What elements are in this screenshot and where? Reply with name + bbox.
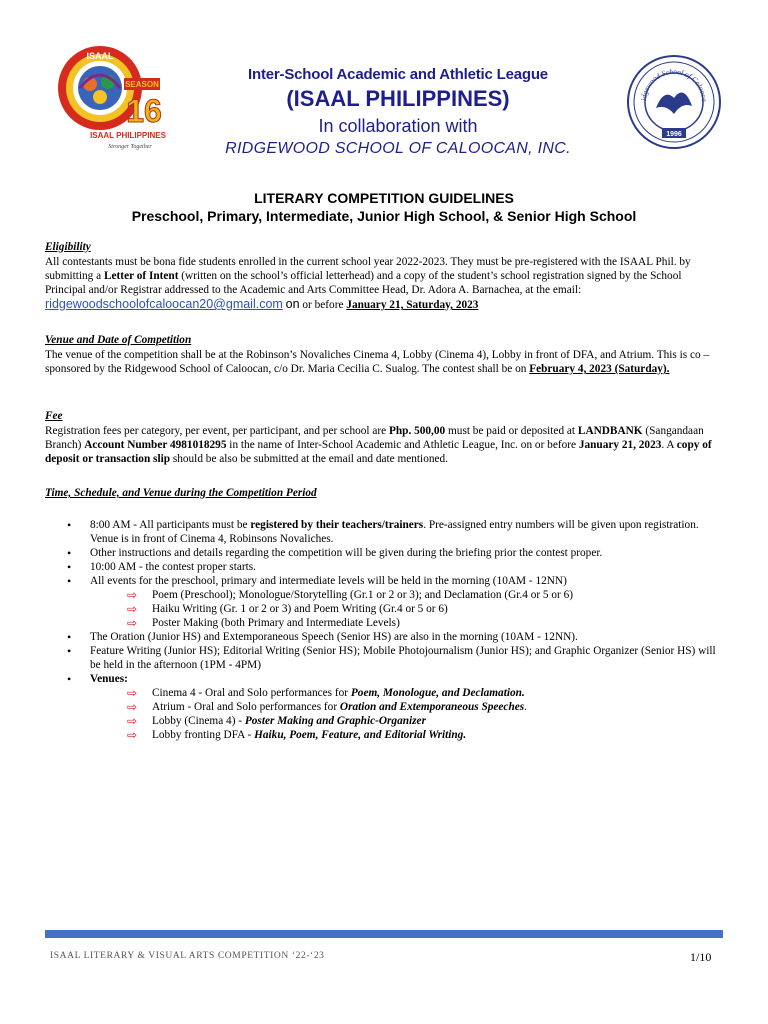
eligibility-text-2: (written on the school’s official letterhead) and a copy of the student’s school registration signed by the School Principal and/or Registrar addressed to the Academic and Arts Committee Head, Dr. Adora A. Barnachea, at the email: — [45, 270, 682, 296]
league-name: Inter-School Academic and Athletic League — [248, 66, 548, 83]
season-number: 16 — [126, 93, 162, 129]
page-subtitle: Preschool, Primary, Intermediate, Junior High School, & Senior High School — [131, 208, 637, 224]
double-arrow-right-icon: ⇨ — [127, 714, 138, 728]
eligibility-section — [45, 240, 725, 312]
schedule-item-5-text: The Oration (Junior HS) and Extemporaneous Speech (Senior HS) are also in the morning (10AM - 12NN). — [90, 631, 578, 643]
sub-list-item — [90, 700, 725, 714]
sub-item-text: Haiku Writing (Gr. 1 or 2 or 3) and Poem Writing (Gr.4 or 5 or 6) — [152, 603, 448, 615]
eligibility-text-1: All contestants must be bona fide students enrolled in the current school year 2022-2023. They must be pre-registered with the ISAAL Phil. by submitting a — [45, 256, 691, 282]
isaal-logo — [50, 42, 170, 154]
fee-heading: Fee — [45, 410, 63, 422]
list-item — [45, 546, 725, 560]
schedule-item-3-text: 10:00 AM - the contest proper starts. — [90, 561, 256, 573]
schedule-item-1-text: 8:00 AM - All participants must be — [90, 519, 251, 531]
eligibility-text — [45, 255, 725, 312]
collaboration-line: In collaboration with — [318, 116, 478, 136]
seal-ring-text: idgewood School of Calooca — [639, 66, 710, 102]
list-item — [45, 672, 725, 742]
host-school-name: RIDGEWOOD SCHOOL OF CALOOCAN, INC. — [225, 140, 571, 157]
fee-text-3: (Sangandaan Branch) — [45, 425, 704, 451]
on-word: on — [285, 297, 300, 311]
footer-divider — [45, 930, 723, 938]
fee-text — [45, 424, 725, 466]
double-arrow-right-icon: ⇨ — [127, 588, 138, 602]
double-arrow-right-icon: ⇨ — [127, 728, 138, 742]
fee-text-2: must be paid or deposited at — [445, 425, 578, 437]
league-short-name: (ISAAL PHILIPPINES) — [286, 86, 510, 111]
isaal-brand-text: ISAAL PHILIPPINES — [90, 131, 166, 140]
page-number: 1/10 — [690, 950, 712, 964]
sub-list-item — [90, 714, 725, 728]
eligibility-heading: Eligibility — [45, 241, 91, 253]
venue-line-text: Cinema 4 - Oral and Solo performances for — [152, 687, 351, 699]
fee-text-5: . A — [661, 439, 677, 451]
sub-item-text: Poem (Preschool); Monologue/Storytelling (Gr.1 or 2 or 3); and Declamation (Gr.4 or 5 or 6) — [152, 589, 574, 601]
venue-line-events: Haiku, Poem, Feature, and Editorial Writing. — [254, 729, 467, 741]
sub-item-text: Poster Making (both Primary and Intermediate Levels) — [152, 617, 400, 629]
page-title: LITERARY COMPETITION GUIDELINES — [254, 190, 514, 206]
letter-of-intent: Letter of Intent — [104, 270, 179, 282]
double-arrow-right-icon: ⇨ — [127, 616, 138, 630]
sub-list-item — [90, 686, 725, 700]
sub-list-item — [90, 616, 725, 630]
schedule-list — [45, 518, 725, 742]
schedule-item-6-text: Feature Writing (Junior HS); Editorial Writing (Senior HS); Mobile Photojournalism (Junior HS); and Graphic Organizer (Senior HS) will be held in the afternoon (1PM - 4PM) — [90, 645, 716, 671]
double-arrow-right-icon: ⇨ — [127, 686, 138, 700]
venues-sublist — [90, 686, 725, 742]
sub-list-item — [90, 728, 725, 742]
fee-text-4: in the name of Inter-School Academic and Athletic League, Inc. on or before — [226, 439, 579, 451]
venue-line-text: Lobby fronting DFA - — [152, 729, 255, 741]
deposit-slip: copy of deposit or transaction slip — [45, 439, 712, 465]
email-link[interactable]: ridgewoodschoolofcaloocan20@gmail.com — [45, 297, 283, 311]
schedule-item-1-bold: registered by their teachers/trainers — [250, 519, 424, 531]
schedule-heading: Time, Schedule, and Venue during the Competition Period — [45, 487, 317, 499]
footer-text: ISAAL LITERARY & VISUAL ARTS COMPETITION ‘22-‘23 — [50, 951, 325, 961]
competition-date: February 4, 2023 (Saturday). — [529, 363, 670, 375]
seal-year: 1996 — [666, 131, 682, 138]
venue-heading: Venue and Date of Competition — [45, 334, 192, 346]
isaal-tagline: Stronger Together — [108, 144, 152, 150]
schedule-item-2-text: Other instructions and details regarding the competition will be given during the briefing prior the contest proper. — [90, 547, 603, 559]
bank-name: LANDBANK — [577, 425, 643, 437]
eligibility-text-3: or before — [299, 299, 347, 311]
fee-deadline: January 21, 2023 — [578, 439, 662, 451]
eligibility-deadline: January 21, Saturday, 2023 — [346, 299, 479, 311]
list-item — [45, 574, 725, 630]
list-item — [45, 630, 725, 644]
fee-text-1: Registration fees per category, per event, per participant, and per school are — [45, 425, 389, 437]
venue-section — [45, 333, 725, 376]
venue-line-events: Oration and Extemporaneous Speeches — [339, 701, 525, 713]
schedule-section — [45, 486, 725, 742]
double-arrow-right-icon: ⇨ — [127, 700, 138, 714]
season-label: SEASON — [125, 80, 159, 89]
sub-list-item — [90, 602, 725, 616]
schedule-item-4-text: All events for the preschool, primary and intermediate levels will be held in the morning (10AM - 12NN) — [90, 575, 567, 587]
list-item — [45, 518, 725, 546]
venue-line-events: Poem, Monologue, and Declamation. — [350, 687, 525, 699]
fee-text-6: should be also be submitted at the email and date mentioned. — [170, 453, 448, 465]
venue-text — [45, 348, 725, 376]
venue-line-end: . — [524, 701, 527, 713]
account-number: Account Number 4981018295 — [84, 439, 227, 451]
venues-label: Venues: — [90, 673, 128, 685]
morning-events-sublist — [90, 588, 725, 630]
venue-line-text: Atrium - Oral and Solo performances for — [152, 701, 340, 713]
ridgewood-seal — [626, 54, 722, 150]
fee-amount: Php. 500,00 — [389, 425, 446, 437]
venue-text-1: The venue of the competition shall be at the Robinson’s Novaliches Cinema 4, Lobby (Cinema 4), Lobby in front of DFA, and Atrium. This is co – sponsored by the Ridgewood School of Caloocan, c/o Dr. Maria Cecilia C. Sualog. The contest shall be on — [45, 349, 710, 375]
list-item — [45, 644, 725, 672]
double-arrow-right-icon: ⇨ — [127, 602, 138, 616]
venue-line-events: Poster Making and Graphic-Organizer — [244, 715, 426, 727]
list-item — [45, 560, 725, 574]
sub-list-item — [90, 588, 725, 602]
venue-line-text: Lobby (Cinema 4) - — [152, 715, 245, 727]
isaal-ring-text: ISAAL — [86, 51, 114, 61]
fee-section — [45, 409, 725, 466]
schedule-item-1-rest: . Pre-assigned entry numbers will be given upon registration. Venue is in front of Cinema 4, Robinsons Novaliches. — [90, 519, 699, 545]
